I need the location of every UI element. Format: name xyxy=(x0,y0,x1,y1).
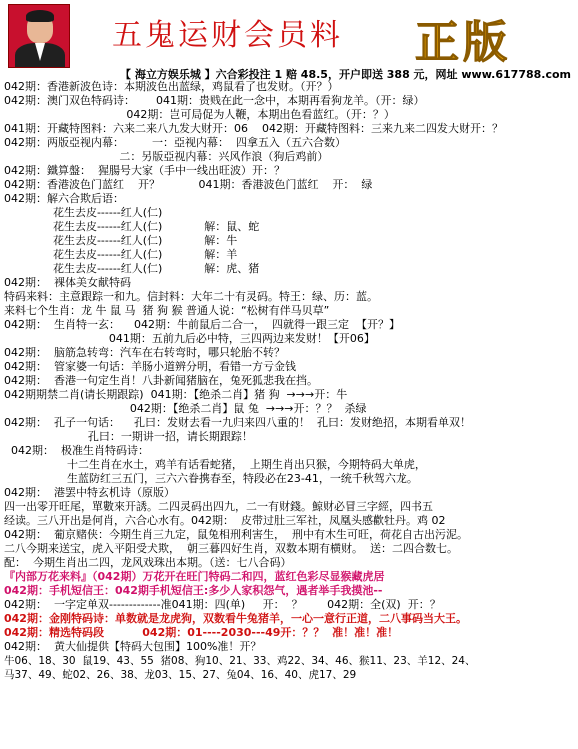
line-2: 042期：澳门双色特码诗： 041期：贵贱在此一念中，本期再看狗龙羊。（开：绿） xyxy=(4,94,425,107)
line-26: 孔曰：一期讲一招，请长期跟踪！ xyxy=(4,430,253,443)
line-24: 042期：【绝杀二肖】鼠 兔 →→→开：？？ 杀绿 xyxy=(4,402,367,415)
line-15: 042期： 裸体美女献特码 xyxy=(4,276,131,289)
content-body xyxy=(4,80,576,682)
line-29: 生蓝防红三五门，三六六眷携春至，特段必在23-41，一统千秋驾六龙。 xyxy=(4,472,418,485)
line-22: 042期： 香港一句定生肖！八卦新闻猪脑在，兔死狐悲我在挡。 xyxy=(4,374,318,387)
line-40: 042期：精选特码段 042期：01----2030---49开：？？ 准！准！准！ xyxy=(4,626,399,639)
line-10: 花生去皮------红人(仁) xyxy=(4,206,163,219)
line-35: 配： 今期生肖出二四，龙风戏珠出本期。（送：七八合码） xyxy=(4,556,292,569)
line-16: 特码来料：主意跟踪一和九。信封料：大年二十有灵码。特王：绿、历：蓝。 xyxy=(4,290,378,303)
line-41: 042期： 黄大仙提供【特码大包围】100%准！开？ xyxy=(4,640,262,653)
line-38: 042期： 一字定单双-------------准041期：四(单) 开： ？ 042期：全(双) 开：？ xyxy=(4,598,441,611)
line-20: 042期： 脑筋急转弯：汽车在右转弯时，哪只轮胎不转？ xyxy=(4,346,285,359)
photo-hair xyxy=(26,10,54,22)
line-9: 042期：解六合欺后语： xyxy=(4,192,124,205)
line-25: 042期： 孔子一句话： 孔曰：发财去看一九归来四八重的！ 孔曰：发财绝招，本期看单双！ xyxy=(4,416,471,429)
line-3: 042期：岂可局促为人鞭，本期出色看蓝红。（开：？） xyxy=(4,108,395,121)
line-8: 042期：香港波色门蓝红 开？ 041期：香港波色门蓝红 开： 绿 xyxy=(4,178,373,191)
line-37: 042期：手机短信王：042期手机短信王:多少人家积怨气，遇者举手我摸池-- xyxy=(4,584,383,597)
line-30: 042期： 港罢中特玄机诗（原版） xyxy=(4,486,175,499)
line-19: 041期：五前九后必中特，三四两边来发财！【开06】 xyxy=(4,332,375,345)
presenter-photo xyxy=(8,4,70,68)
line-1: 042期：香港新波色诗：本期波色出蓝绿，鸡鼠看了也发财。（开？） xyxy=(4,80,339,93)
line-27: 042期： 极准生肖特码诗： xyxy=(4,444,149,457)
line-5: 042期：两版亞视内幕： 一：亞视内幕： 四拿五入（五六合数） xyxy=(4,136,346,149)
line-33: 042期： 葡京赌侠：今期生肖三九定，鼠兔相刑利害生， 刑中有木生可旺，荷花自古出污泥。 xyxy=(4,528,468,541)
page-title: 五鬼运财会员料 xyxy=(112,18,343,53)
line-14: 花生去皮------红人(仁) 解：虎、猪 xyxy=(4,262,260,275)
line-13: 花生去皮------红人(仁) 解：羊 xyxy=(4,248,238,261)
line-7: 042期：鐵算盤： 猩腸号大家（手中一线出旺波）开：？ xyxy=(4,164,285,177)
line-4: 041期：开藏特图料：六来二来八九发大财开：06 042期：开藏特图料：三来九来二四发大财开：？ xyxy=(4,122,503,135)
line-28: 十二生肖在水土，鸡羊有话看蛇猪， 上期生肖出只猴，今期特码大单虎， xyxy=(4,458,426,471)
line-31: 四一出零开旺尾，單數來开誘。二四灵码出四九，二一有财錢。鯨财必冒三字經，四书五 xyxy=(4,500,433,513)
line-12: 花生去皮------红人(仁) 解：牛 xyxy=(4,234,238,247)
line-21: 042期： 管家婆一句话：羊肠小道辨分明，看错一方亏金钱 xyxy=(4,360,296,373)
footer-line-2: 马37、49、蛇02、26、38、龙03、15、27、兔04、16、40、虎17、29 xyxy=(4,669,357,681)
line-17: 来料七个生肖：龙 牛 鼠 马 猪 狗 猴 普通人说：“松树有伴马贝草” xyxy=(4,304,330,317)
line-34: 二八今期来送宝，虎入平阳受犬欺， 朝三暮四好生肖，双数本期有横财。 送：二四合数七。 xyxy=(4,542,458,555)
line-36: 『内部万花来料』（042期）万花开在旺门特码二和四，蓝红色彩尽显猴藏虎居 xyxy=(4,570,385,583)
line-32: 经读。三八开出是何肖，六合心水有。042期： 皮带过肚三军社，凤凰头感歡牡丹。鸡 02 xyxy=(4,514,446,527)
footer-line-1: 牛06、18、30 鼠19、43、55 猪08、狗10、21、33、鸡22、34、46、猴11、23、羊12、24、 xyxy=(4,655,476,667)
line-39: 042期：金刚特码诗：单数就是龙虎狗，双数看牛兔猪羊，一心一意行正道，二八事码当大王。 xyxy=(4,612,467,625)
line-23: 042期期禁二肖(请长期跟踪) 041期：【绝杀二肖】猪 狗 →→→开：牛 xyxy=(4,388,348,401)
line-11: 花生去皮------红人(仁) 解：鼠、蛇 xyxy=(4,220,260,233)
line-18: 042期： 生肖特一玄： 042期：牛前鼠后二合一， 四就得一跟三定 【开？】 xyxy=(4,318,400,331)
header-info: 【 海立方娱乐城 】六合彩投注 1 赔 48.5，开户即送 388 元，网址 www.617788.com xyxy=(120,68,571,81)
line-6: 二：另版亞视内幕：兴风作浪（狗后鸡前） xyxy=(4,150,329,163)
authentic-badge: 正版 xyxy=(415,17,511,68)
